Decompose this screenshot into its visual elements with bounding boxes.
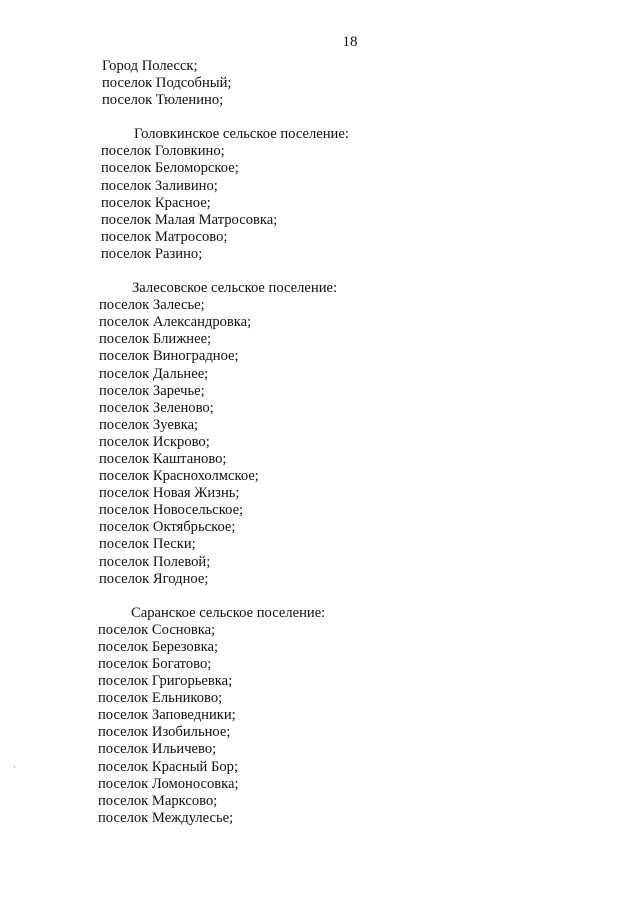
page-number: 18 — [342, 34, 358, 50]
list-item: поселок Александровка; — [99, 314, 252, 331]
list-item: поселок Зуевка; — [99, 416, 199, 433]
list-item: поселок Малая Матросовка; — [101, 211, 278, 228]
list-item: поселок Ельниково; — [98, 690, 223, 707]
list-item: поселок Тюленино; — [102, 92, 224, 109]
list-item: поселок Виноградное; — [99, 348, 239, 365]
golovkinskoe-group — [102, 126, 582, 263]
list-item: поселок Междулесье; — [98, 809, 234, 826]
list-item: поселок Заповедники; — [98, 707, 236, 724]
list-item: поселок Марксово; — [98, 792, 218, 809]
list-item: поселок Ягодное; — [99, 570, 209, 587]
scan-artifact — [14, 766, 15, 768]
list-item: поселок Искрово; — [99, 433, 210, 450]
list-item: поселок Новосельское; — [99, 502, 244, 519]
list-item: поселок Зеленово; — [99, 399, 214, 416]
list-item: поселок Заречье; — [99, 382, 205, 399]
list-item: поселок Полевой; — [99, 553, 211, 570]
list-item: поселок Подсобный; — [102, 75, 232, 92]
list-item: поселок Заливино; — [101, 177, 218, 194]
list-item: поселок Ломоносовка; — [98, 775, 239, 792]
list-item: поселок Матросово; — [101, 228, 228, 245]
list-item: Город Полесск; — [102, 58, 198, 74]
list-item: поселок Сосновка; — [98, 621, 216, 638]
list-item: поселок Каштаново; — [99, 450, 227, 467]
list-item: поселок Залесье; — [99, 297, 205, 314]
list-item: поселок Ильичево; — [98, 741, 217, 758]
list-item: поселок Березовка; — [98, 638, 218, 655]
list-item: поселок Изобильное; — [98, 724, 231, 741]
list-item: поселок Краснохолмское; — [99, 468, 259, 485]
group-heading: Саранское сельское поселение: — [131, 604, 326, 621]
list-item: поселок Октябрьское; — [99, 519, 236, 536]
list-item: поселок Разино; — [101, 245, 203, 262]
list-item: поселок Красное; — [101, 194, 211, 211]
list-item: поселок Беломорское; — [101, 160, 239, 177]
list-item: поселок Пески; — [99, 536, 196, 553]
list-item: поселок Дальнее; — [99, 365, 209, 382]
city-group — [102, 58, 582, 109]
settlement-list — [98, 58, 582, 844]
list-item: поселок Красный Бор; — [98, 758, 239, 775]
list-item: поселок Ближнее; — [99, 331, 212, 348]
group-heading: Залесовское сельское поселение: — [132, 280, 338, 297]
list-item: поселок Григорьевка; — [98, 673, 233, 690]
list-item: поселок Новая Жизнь; — [99, 485, 240, 502]
list-item: поселок Богатово; — [98, 656, 212, 672]
list-item: поселок Головкино; — [101, 143, 225, 160]
group-heading: Головкинское сельское поселение: — [134, 126, 349, 143]
saranskoe-group — [98, 604, 582, 827]
zalesovskoe-group — [99, 280, 582, 588]
